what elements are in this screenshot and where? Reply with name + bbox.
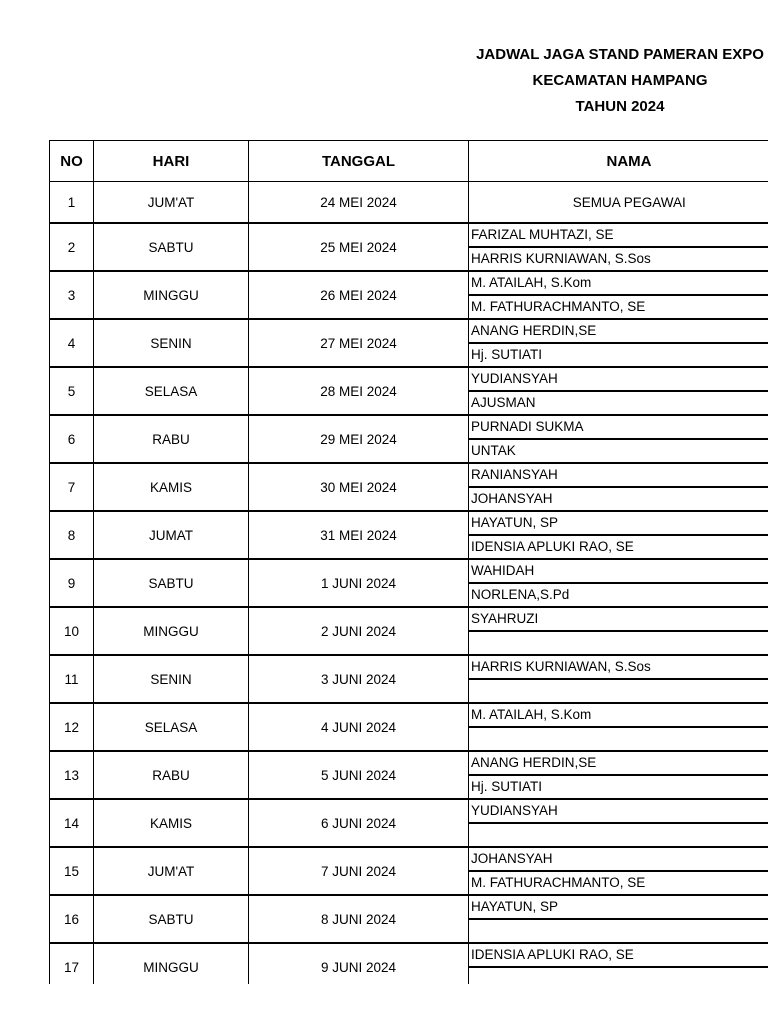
table-row	[50, 463, 768, 487]
cell-tanggal: 30 MEI 2024	[249, 463, 469, 511]
cell-nama-1: JOHANSYAH	[469, 847, 768, 871]
cell-nama-2	[469, 967, 768, 984]
title-line-1: JADWAL JAGA STAND PAMERAN EXPO	[476, 46, 764, 63]
cell-nama-1: ANANG HERDIN,SE	[469, 319, 768, 343]
cell-no: 2	[50, 223, 94, 271]
table-row	[50, 223, 768, 247]
cell-nama-2	[469, 727, 768, 751]
table-row	[50, 319, 768, 343]
cell-tanggal: 3 JUNI 2024	[249, 655, 469, 703]
cell-tanggal: 7 JUNI 2024	[249, 847, 469, 895]
table-row	[50, 655, 768, 679]
schedule-rows	[50, 182, 768, 985]
cell-tanggal: 31 MEI 2024	[249, 511, 469, 559]
cell-nama-2: AJUSMAN	[469, 391, 768, 415]
table-row	[50, 559, 768, 583]
cell-nama-1: RANIANSYAH	[469, 463, 768, 487]
cell-no: 17	[50, 943, 94, 984]
cell-tanggal: 2 JUNI 2024	[249, 607, 469, 655]
cell-nama-1: M. ATAILAH, S.Kom	[469, 271, 768, 295]
cell-hari: SENIN	[94, 319, 249, 367]
cell-nama-2: Hj. SUTIATI	[469, 343, 768, 367]
cell-hari: SELASA	[94, 367, 249, 415]
cell-no: 5	[50, 367, 94, 415]
header-tanggal: TANGGAL	[249, 141, 469, 182]
header-no: NO	[50, 141, 94, 182]
cell-hari: RABU	[94, 751, 249, 799]
cell-nama-2	[469, 919, 768, 943]
cell-hari: SELASA	[94, 703, 249, 751]
cell-hari: RABU	[94, 415, 249, 463]
cell-no: 12	[50, 703, 94, 751]
cell-nama-2: M. FATHURACHMANTO, SE	[469, 871, 768, 895]
cell-nama-1: HAYATUN, SP	[469, 511, 768, 535]
title-line-3: TAHUN 2024	[575, 98, 665, 115]
table-row	[50, 367, 768, 391]
cell-nama-1: ANANG HERDIN,SE	[469, 751, 768, 775]
cell-no: 6	[50, 415, 94, 463]
cell-no: 3	[50, 271, 94, 319]
cell-hari: KAMIS	[94, 799, 249, 847]
cell-hari: SABTU	[94, 559, 249, 607]
cell-nama-2: UNTAK	[469, 439, 768, 463]
cell-nama: SEMUA PEGAWAI	[469, 182, 768, 224]
cell-nama-1: SYAHRUZI	[469, 607, 768, 631]
table-row	[50, 895, 768, 919]
cell-no: 8	[50, 511, 94, 559]
cell-no: 13	[50, 751, 94, 799]
cell-nama-2: NORLENA,S.Pd	[469, 583, 768, 607]
cell-nama-2	[469, 679, 768, 703]
cell-nama-1: PURNADI SUKMA	[469, 415, 768, 439]
cell-tanggal: 24 MEI 2024	[249, 182, 469, 224]
cell-no: 14	[50, 799, 94, 847]
table-row	[50, 943, 768, 967]
cell-hari: KAMIS	[94, 463, 249, 511]
cell-nama-1: HAYATUN, SP	[469, 895, 768, 919]
cell-hari: MINGGU	[94, 943, 249, 984]
cell-nama-1: YUDIANSYAH	[469, 367, 768, 391]
cell-no: 7	[50, 463, 94, 511]
cell-tanggal: 26 MEI 2024	[249, 271, 469, 319]
cell-nama-2: HARRIS KURNIAWAN, S.Sos	[469, 247, 768, 271]
cell-nama-1: IDENSIA APLUKI RAO, SE	[469, 943, 768, 967]
cell-nama-1: WAHIDAH	[469, 559, 768, 583]
cell-tanggal: 29 MEI 2024	[249, 415, 469, 463]
cell-hari: SABTU	[94, 223, 249, 271]
cell-no: 11	[50, 655, 94, 703]
cell-nama-1: YUDIANSYAH	[469, 799, 768, 823]
cell-no: 10	[50, 607, 94, 655]
table-row	[50, 799, 768, 823]
cell-no: 1	[50, 182, 94, 224]
header-hari: HARI	[94, 141, 249, 182]
cell-tanggal: 25 MEI 2024	[249, 223, 469, 271]
cell-nama-2: JOHANSYAH	[469, 487, 768, 511]
cell-no: 15	[50, 847, 94, 895]
table-row	[50, 607, 768, 631]
cell-tanggal: 4 JUNI 2024	[249, 703, 469, 751]
cell-nama-2	[469, 823, 768, 847]
cell-no: 9	[50, 559, 94, 607]
cell-hari: JUM'AT	[94, 182, 249, 224]
table-row	[50, 182, 768, 224]
table-row	[50, 511, 768, 535]
cell-tanggal: 8 JUNI 2024	[249, 895, 469, 943]
table-row	[50, 271, 768, 295]
cell-hari: JUMAT	[94, 511, 249, 559]
table-row	[50, 751, 768, 775]
cell-nama-2	[469, 631, 768, 655]
schedule-table	[49, 140, 768, 984]
cell-hari: MINGGU	[94, 607, 249, 655]
cell-hari: SABTU	[94, 895, 249, 943]
cell-nama-2: M. FATHURACHMANTO, SE	[469, 295, 768, 319]
cell-tanggal: 5 JUNI 2024	[249, 751, 469, 799]
cell-nama-1: HARRIS KURNIAWAN, S.Sos	[469, 655, 768, 679]
cell-tanggal: 27 MEI 2024	[249, 319, 469, 367]
table-row	[50, 415, 768, 439]
table-row	[50, 847, 768, 871]
cell-nama-2: IDENSIA APLUKI RAO, SE	[469, 535, 768, 559]
header-row	[50, 141, 768, 182]
cell-no: 4	[50, 319, 94, 367]
cell-hari: JUM'AT	[94, 847, 249, 895]
schedule-sheet	[49, 140, 768, 984]
table-row	[50, 703, 768, 727]
cell-nama-1: FARIZAL MUHTAZI, SE	[469, 223, 768, 247]
cell-nama-2: Hj. SUTIATI	[469, 775, 768, 799]
header-nama: NAMA	[469, 141, 768, 182]
cell-tanggal: 9 JUNI 2024	[249, 943, 469, 984]
cell-tanggal: 6 JUNI 2024	[249, 799, 469, 847]
cell-tanggal: 28 MEI 2024	[249, 367, 469, 415]
cell-no: 16	[50, 895, 94, 943]
cell-hari: SENIN	[94, 655, 249, 703]
cell-hari: MINGGU	[94, 271, 249, 319]
cell-tanggal: 1 JUNI 2024	[249, 559, 469, 607]
cell-nama-1: M. ATAILAH, S.Kom	[469, 703, 768, 727]
title-line-2: KECAMATAN HAMPANG	[532, 72, 708, 89]
